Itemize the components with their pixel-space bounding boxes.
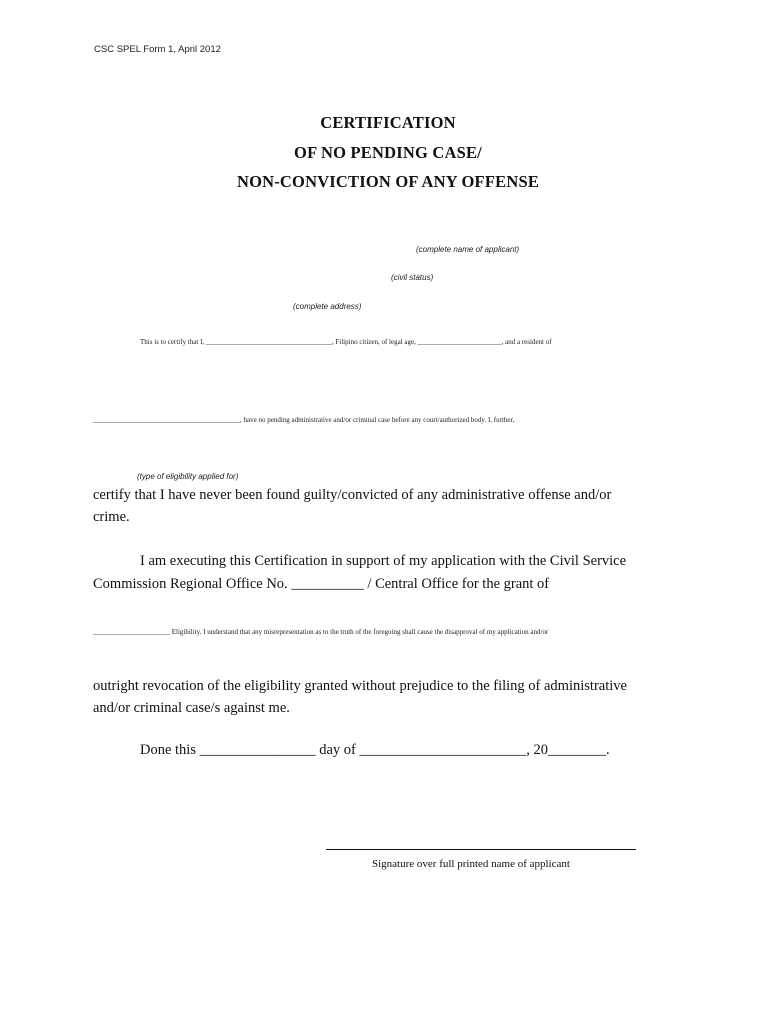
certify-statement: This is to certify that I, ____________________________________, Filipino citizen, of legal age, ________________________, and a resident of — [140, 338, 552, 346]
paragraph-1-line-2: crime. — [93, 509, 130, 525]
paragraph-2-line-2: Commission Regional Office No. __________ / Central Office for the grant of — [93, 576, 550, 592]
paragraph-3-line-1: outright revocation of the eligibility granted without prejudice to the filing of administrative — [93, 678, 627, 694]
document-title-line-3: NON-CONVICTION OF ANY OFFENSE — [236, 172, 540, 191]
paragraph-1-line-1: certify that I have never been found guilty/convicted of any administrative offense and/or — [93, 487, 612, 503]
no-pending-case-statement: __________________________________________, have no pending administrative and/or criminal case before any court/authorized body. I, further, — [93, 416, 515, 424]
civil-status-hint: (civil status) — [391, 273, 434, 282]
form-identifier: CSC SPEL Form 1, April 2012 — [94, 44, 221, 55]
signature-line — [326, 849, 636, 850]
done-this-date-line: Done this ________________ day of _______________________, 20________. — [140, 742, 610, 758]
address-hint: (complete address) — [293, 302, 362, 311]
paragraph-2-line-1: I am executing this Certification in support of my application with the Civil Service — [140, 553, 627, 569]
eligibility-type-hint: (type of eligibility applied for) — [137, 472, 239, 481]
eligibility-statement: ______________________ Eligibility. I understand that any misrepresentation as to the truth of the foregoing shall cause the disapproval of my application and/or — [93, 628, 549, 636]
document-title-line-2: OF NO PENDING CASE/ — [294, 143, 482, 162]
document-title-line-1: CERTIFICATION — [320, 113, 456, 132]
applicant-name-hint: (complete name of applicant) — [416, 245, 520, 254]
paragraph-3-line-2: and/or criminal case/s against me. — [93, 700, 290, 716]
signature-label: Signature over full printed name of applicant — [372, 858, 570, 870]
